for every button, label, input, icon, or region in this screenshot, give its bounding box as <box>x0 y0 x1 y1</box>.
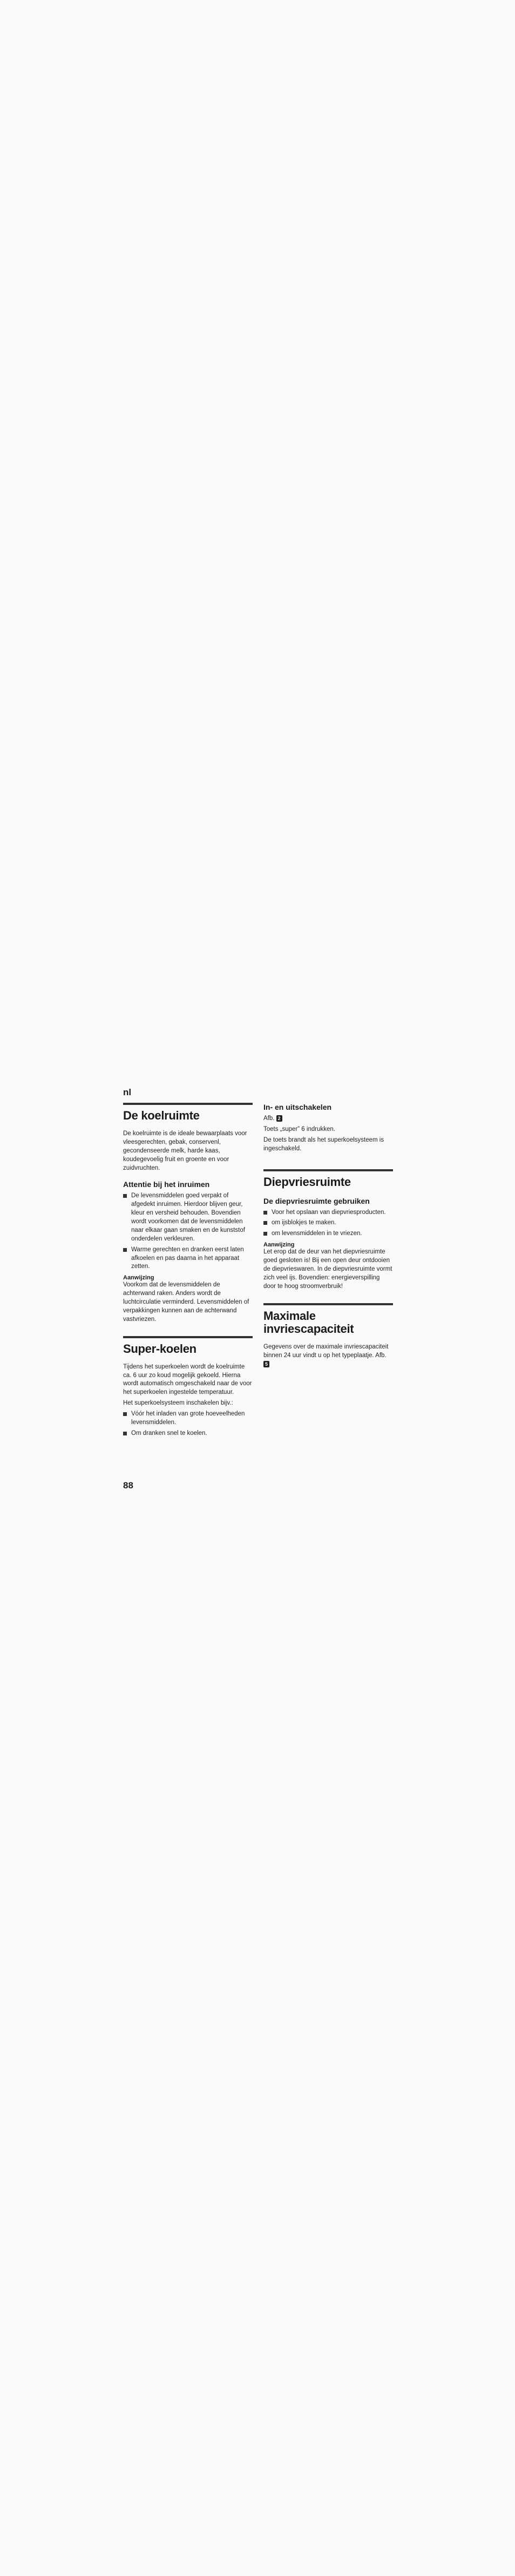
figure-ref-badge: 2 <box>276 1115 282 1122</box>
section-superkoelen <box>123 1336 253 1438</box>
subheading-inuitschakelen: In- en uitschakelen <box>263 1103 332 1111</box>
section-inuitschakelen <box>263 1103 393 1153</box>
list-item: om levensmiddelen in te vriezen. <box>263 1230 393 1238</box>
subheading-diepvries-gebruiken: De diepvriesruimte gebruiken <box>263 1196 370 1205</box>
maximale-text: Gegevens over de maximale invriescapaciteit binnen 24 uur vindt u op het typeplaatje. Afb. 5 <box>263 1343 389 1367</box>
heading-diepvriesruimte: Diepvriesruimte <box>263 1175 351 1189</box>
list-item: Vóór het inladen van grote hoeveelheden levensmiddelen. <box>123 1410 253 1427</box>
bullet-icon <box>263 1211 267 1215</box>
list-item: Voor het opslaan van diepvriesproducten. <box>263 1209 393 1217</box>
section-maximale-invriescapaciteit <box>263 1303 393 1369</box>
heading-superkoelen: Super-koelen <box>123 1341 196 1356</box>
section-rule <box>123 1103 253 1105</box>
inuit-text: Toets „super” 6 indrukken. <box>263 1125 335 1132</box>
right-column <box>263 1103 393 1371</box>
bullet-icon <box>123 1412 127 1416</box>
inuit-text: De toets brandt als het superkoelsysteem is ingeschakeld. <box>263 1136 384 1152</box>
list-item: om ijsblokjes te maken. <box>263 1219 393 1228</box>
afb-reference: Afb. 2 <box>263 1115 393 1123</box>
bullet-icon <box>123 1194 127 1198</box>
diepvries-list <box>263 1209 393 1239</box>
language-code: nl <box>123 1087 132 1097</box>
list-item: Om dranken snel te koelen. <box>123 1429 253 1438</box>
note-text: Voorkom dat de levensmiddelen de achterwand raken. Anders wordt de luchtcirculatie verminderd. Levensmiddelen of verpakkingen kunnen aan de achterwand vastvriezen. <box>123 1282 249 1323</box>
list-item: Warme gerechten en dranken eerst laten afkoelen en pas daarna in het apparaat zetten. <box>123 1246 253 1272</box>
section-rule <box>263 1303 393 1305</box>
note-title: Aanwijzing <box>123 1274 154 1282</box>
left-column <box>123 1103 253 1441</box>
page-number: 88 <box>123 1480 133 1491</box>
bullet-icon <box>263 1221 267 1225</box>
heading-maximale: Maximale invriescapaciteit <box>263 1309 354 1336</box>
section-rule <box>263 1169 393 1171</box>
section-diepvriesruimte <box>263 1169 393 1291</box>
note-text: Let erop dat de deur van het diepvriesruimte goed gesloten is! Bij een open deur ontdooien de diepvrieswaren. In de diepvriesruimte vormt zich veel ijs. Bovendien: energieverspilling door te hoog stroomverbruik! <box>263 1249 392 1290</box>
figure-ref-badge: 5 <box>263 1361 269 1367</box>
superkoelen-text: Het superkoelsysteem inschakelen bijv.: <box>123 1400 233 1407</box>
attentie-list <box>123 1192 253 1271</box>
superkoelen-text: Tijdens het superkoelen wordt de koelruimte ca. 6 uur zo koud mogelijk gekoeld. Hierna wordt automatisch omgeschakeld naar de voor het superkoelen ingestelde temperatuur. <box>123 1363 252 1396</box>
note-title: Aanwijzing <box>263 1242 295 1249</box>
subheading-attentie: Attentie bij het inruimen <box>123 1180 210 1189</box>
bullet-icon <box>123 1432 127 1435</box>
koelruimte-intro: De koelruimte is de ideale bewaarplaats voor vleesgerechten, gebak, conservenl, gecondenseerde melk, harde kaas, koudegevoelig fruit en groente en voor zuidvruchten. <box>123 1130 247 1171</box>
bullet-icon <box>263 1232 267 1236</box>
superkoelen-list <box>123 1410 253 1438</box>
bullet-icon <box>123 1248 127 1252</box>
section-rule <box>123 1336 253 1338</box>
section-koelruimte <box>123 1103 253 1324</box>
heading-koelruimte: De koelruimte <box>123 1109 200 1122</box>
list-item: De levensmiddelen goed verpakt of afgedekt inruimen. Hierdoor blijven geur, kleur en versheid behouden. Bovendien wordt voorkomen dat de levensmiddelen naar elkaar gaan smaken en de kunststof onderdelen verkleuren. <box>123 1192 253 1243</box>
